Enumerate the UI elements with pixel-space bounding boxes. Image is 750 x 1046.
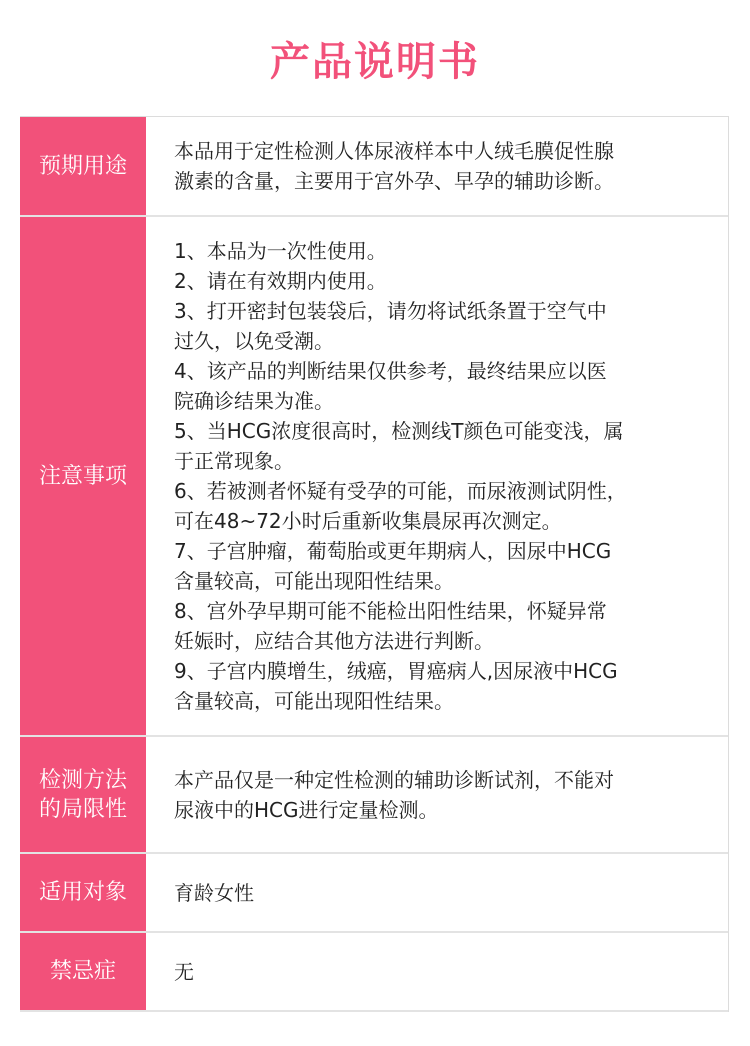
- content-line: 本品用于定性检测人体尿液样本中人绒毛膜促性腺: [174, 139, 614, 163]
- page-title: 产品说明书: [270, 39, 480, 85]
- content-line: 于正常现象。: [174, 449, 294, 473]
- content-line: 过久，以免受潮。: [174, 329, 334, 353]
- content-line: 可在48~72小时后重新收集晨尿再次测定。: [174, 509, 562, 533]
- content-line: 9、子宫内膜增生，绒癌，胃癌病人,因尿液中HCG: [174, 659, 618, 683]
- content-line: 3、打开密封包装袋后，请勿将试纸条置于空气中: [174, 299, 607, 323]
- row-label: 适用对象: [20, 854, 146, 931]
- table-row-limitations: [20, 737, 728, 854]
- info-table: [20, 116, 729, 1012]
- content-line: 5、当HCG浓度很高时，检测线T颜色可能变浅，属: [174, 419, 624, 443]
- content-line: 无: [174, 959, 194, 984]
- row-content: [146, 217, 728, 735]
- row-label: 注意事项: [20, 217, 146, 735]
- content-line: 1、本品为一次性使用。: [174, 239, 387, 263]
- content-line: 6、若被测者怀疑有受孕的可能，而尿液测试阴性，: [174, 479, 627, 503]
- row-label: [20, 737, 146, 852]
- row-content: [146, 854, 728, 931]
- row-label: 预期用途: [20, 117, 146, 215]
- content-line: 4、该产品的判断结果仅供参考，最终结果应以医: [174, 359, 607, 383]
- table-row-intended-use: [20, 117, 728, 217]
- content-line: 院确诊结果为准。: [174, 389, 334, 413]
- content-line: 8、宫外孕早期可能不能检出阳性结果，怀疑异常: [174, 599, 607, 623]
- table-row-target-users: [20, 854, 728, 933]
- content-line: 含量较高，可能出现阳性结果。: [174, 689, 454, 713]
- content-line: 尿液中的HCG进行定量检测。: [174, 797, 439, 822]
- content-line: 育龄女性: [174, 880, 254, 905]
- table-row-precautions: [20, 217, 728, 737]
- row-label: 禁忌症: [20, 933, 146, 1010]
- content-line: 本产品仅是一种定性检测的辅助诊断试剂，不能对: [174, 767, 614, 792]
- row-content: [146, 117, 728, 215]
- content-line: 2、请在有效期内使用。: [174, 269, 387, 293]
- row-content: [146, 933, 728, 1010]
- table-row-contraindications: [20, 933, 728, 1012]
- content-line: 妊娠时，应结合其他方法进行判断。: [174, 629, 494, 653]
- content-line: 激素的含量，主要用于宫外孕、早孕的辅助诊断。: [174, 169, 614, 193]
- row-content: [146, 737, 728, 852]
- content-line: 7、子宫肿瘤，葡萄胎或更年期病人，因尿中HCG: [174, 539, 612, 563]
- content-line: 含量较高，可能出现阳性结果。: [174, 569, 454, 593]
- row-label-line: 检测方法: [38, 767, 127, 793]
- row-label-line: 的局限性: [38, 796, 127, 822]
